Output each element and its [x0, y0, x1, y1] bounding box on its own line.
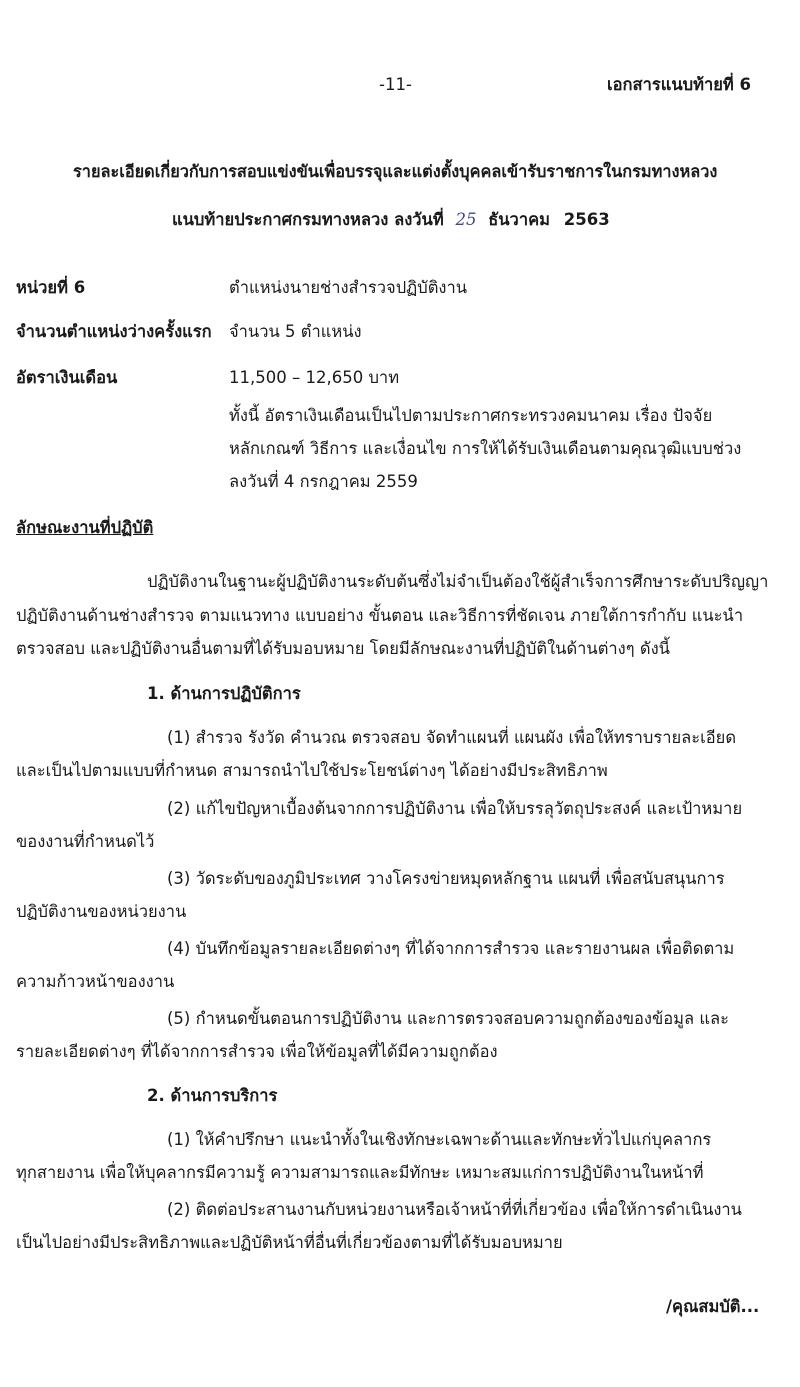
handwritten-day: 25 — [455, 210, 477, 229]
intro-line: ปฏิบัติงานด้านช่างสำรวจ ตามแนวทาง แบบอย่าง ขั้นตอน และวิธีการที่ชัดเจน ภายใต้การกำกับ แนะนำ — [16, 606, 744, 625]
operations-item: (2) แก้ไขปัญหาเบื้องต้นจากการปฏิบัติงาน เพื่อให้บรรลุวัตถุประสงค์ และเป้าหมาย — [167, 799, 743, 818]
title-date-line — [172, 208, 610, 232]
unit-label: หน่วยที่ 6 — [16, 278, 86, 297]
vacancy-label: จำนวนตำแหน่งว่างครั้งแรก — [16, 322, 212, 341]
document-title: รายละเอียดเกี่ยวกับการสอบแข่งขันเพื่อบรรจุและแต่งตั้งบุคคลเข้ารับราชการในกรมทางหลวง — [73, 162, 718, 181]
services-item: (2) ติดต่อประสานงานกับหน่วยงานหรือเจ้าหน้าที่ที่เกี่ยวข้อง เพื่อให้การดำเนินงาน — [167, 1200, 742, 1219]
salary-note-line: ทั้งนี้ อัตราเงินเดือนเป็นไปตามประกาศกระทรวงคมนาคม เรื่อง ปัจจัย — [229, 406, 713, 425]
operations-item: (5) กำหนดขั้นตอนการปฏิบัติงาน และการตรวจสอบความถูกต้องของข้อมูล และ — [167, 1009, 729, 1028]
title-month: ธันวาคม — [488, 210, 550, 229]
salary-note-line: ลงวันที่ 4 กรกฎาคม 2559 — [229, 472, 418, 491]
salary-note-line: หลักเกณฑ์ วิธีการ และเงื่อนไข การให้ได้รับเงินเดือนตามคุณวุฒิแบบช่วง — [229, 439, 742, 458]
page-number: -11- — [379, 75, 412, 94]
operations-item: (3) วัดระดับของภูมิประเทศ วางโครงข่ายหมุดหลักฐาน แผนที่ เพื่อสนับสนุนการ — [167, 869, 725, 888]
continued-marker: /คุณสมบัติ... — [666, 1297, 760, 1316]
operations-item-cont: ความก้าวหน้าของงาน — [16, 972, 175, 991]
operations-item-cont: รายละเอียดต่างๆ ที่ได้จากการสำรวจ เพื่อให้ข้อมูลที่ได้มีความถูกต้อง — [16, 1042, 498, 1061]
vacancy-value: จำนวน 5 ตำแหน่ง — [229, 322, 362, 341]
title-prefix: แนบท้ายประกาศกรมทางหลวง ลงวันที่ — [172, 210, 444, 229]
operations-item-cont: ปฏิบัติงานของหน่วยงาน — [16, 902, 187, 921]
section-heading-operations: 1. ด้านการปฏิบัติการ — [147, 684, 301, 703]
section-heading-services: 2. ด้านการบริการ — [147, 1086, 278, 1105]
intro-line: ปฏิบัติงานในฐานะผู้ปฏิบัติงานระดับต้นซึ่งไม่จำเป็นต้องใช้ผู้สำเร็จการศึกษาระดับปริญญา — [147, 572, 769, 591]
title-year: 2563 — [563, 210, 610, 229]
job-nature-heading: ลักษณะงานที่ปฏิบัติ — [16, 518, 154, 537]
intro-line: ตรวจสอบ และปฏิบัติงานอื่นตามที่ได้รับมอบหมาย โดยมีลักษณะงานที่ปฏิบัติในด้านต่างๆ ดังนี้ — [16, 639, 670, 658]
operations-item: (1) สำรวจ รังวัด คำนวณ ตรวจสอบ จัดทำแผนที่ แผนผัง เพื่อให้ทราบรายละเอียด — [167, 728, 737, 747]
services-item-cont: เป็นไปอย่างมีประสิทธิภาพและปฏิบัติหน้าที่อื่นที่เกี่ยวข้องตามที่ได้รับมอบหมาย — [16, 1233, 563, 1252]
unit-value: ตำแหน่งนายช่างสำรวจปฏิบัติงาน — [229, 278, 468, 297]
attachment-label: เอกสารแนบท้ายที่ 6 — [607, 75, 752, 94]
operations-item: (4) บันทึกข้อมูลรายละเอียดต่างๆ ที่ได้จากการสำรวจ และรายงานผล เพื่อติดตาม — [167, 939, 735, 958]
services-item-cont: ทุกสายงาน เพื่อให้บุคลากรมีความรู้ ความสามารถและมีทักษะ เหมาะสมแก่การปฏิบัติงานในหน้าที่ — [16, 1163, 704, 1182]
salary-label: อัตราเงินเดือน — [16, 368, 118, 387]
operations-item-cont: และเป็นไปตามแบบที่กำหนด สามารถนำไปใช้ประโยชน์ต่างๆ ได้อย่างมีประสิทธิภาพ — [16, 761, 608, 780]
salary-value: 11,500 – 12,650 บาท — [229, 368, 400, 387]
operations-item-cont: ของงานที่กำหนดไว้ — [16, 832, 155, 851]
services-item: (1) ให้คำปรึกษา แนะนำทั้งในเชิงทักษะเฉพาะด้านและทักษะทั่วไปแก่บุคลากร — [167, 1130, 712, 1149]
